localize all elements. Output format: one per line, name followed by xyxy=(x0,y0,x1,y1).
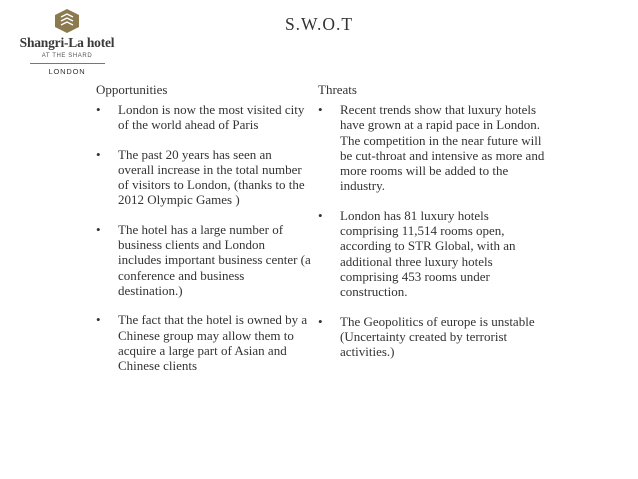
list-item-text: The hotel has a large number of business clients and London includes important business center (a conference and business destination.) xyxy=(118,221,311,298)
threats-column xyxy=(318,82,548,373)
list-item xyxy=(96,102,311,133)
logo-divider xyxy=(30,63,105,64)
list-item-text: London is now the most visited city of the world ahead of Paris xyxy=(118,102,305,133)
opportunities-column xyxy=(96,82,311,387)
list-item-text: Recent trends show that luxury hotels have grown at a rapid pace in London. The competition in the near future will be cut-throat and intensive as more and more rooms will be added to the industry. xyxy=(340,102,545,194)
list-item-text: London has 81 luxury hotels comprising 11,514 rooms open, according to STR Global, with an additional three luxury hotels comprising 453 rooms under construction. xyxy=(340,207,516,300)
bullet-icon: • xyxy=(96,221,101,237)
list-item xyxy=(318,208,548,300)
bullet-icon: • xyxy=(96,102,101,117)
list-item-text: The Geopolitics of europe is unstable (Uncertainty created by terrorist activities.) xyxy=(340,313,535,360)
list-item xyxy=(318,314,548,360)
slide-title: S.W.O.T xyxy=(284,14,354,34)
bullet-icon: • xyxy=(318,102,323,117)
bullet-icon: • xyxy=(318,207,323,223)
opportunities-list xyxy=(96,102,311,373)
list-item-text: The past 20 years has seen an overall increase in the total number of visitors to London, (thanks to the 2012 Olympic Games ) xyxy=(118,146,305,208)
bullet-icon: • xyxy=(318,313,323,329)
brand-city: LONDON xyxy=(48,67,86,76)
threats-heading: Threats xyxy=(318,82,357,97)
opportunities-heading: Opportunities xyxy=(96,82,168,97)
brand-tagline: AT THE SHARD xyxy=(41,53,93,59)
list-item xyxy=(96,312,311,373)
list-item-text: The fact that the hotel is owned by a Chinese group may allow them to acquire a large part of Asian and Chinese clients xyxy=(118,312,308,374)
list-item xyxy=(96,147,311,208)
list-item xyxy=(318,102,548,194)
threats-list xyxy=(318,102,548,359)
list-item xyxy=(96,222,311,298)
bullet-icon: • xyxy=(96,146,101,162)
brand-name: Shangri-La hotel xyxy=(19,35,115,50)
bullet-icon: • xyxy=(96,312,101,328)
